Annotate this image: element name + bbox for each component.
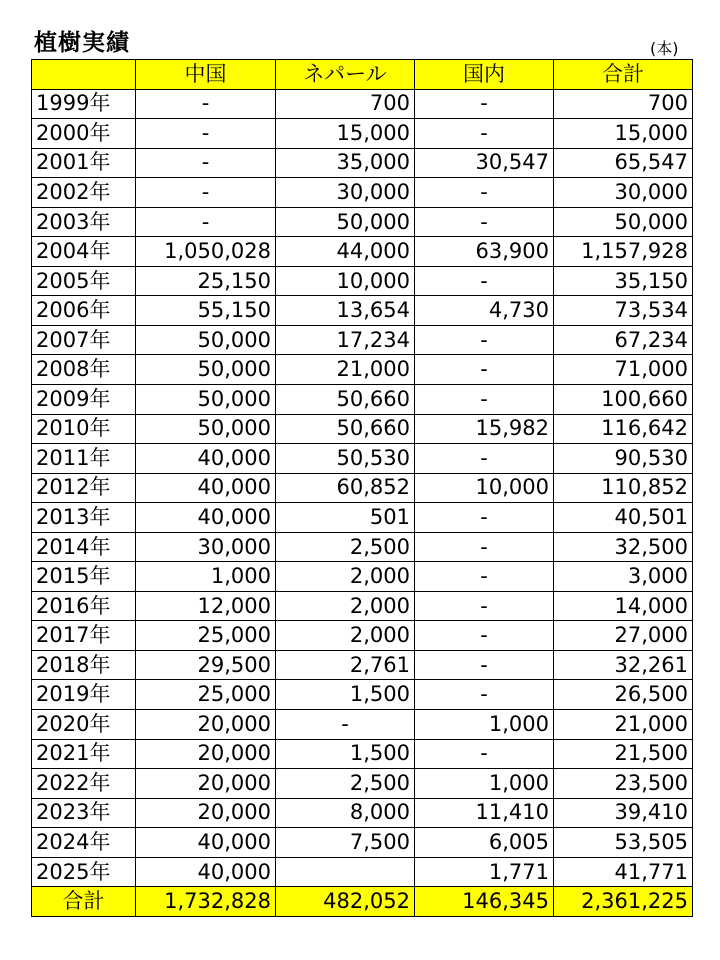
cell-nepal: 2,000 — [276, 621, 415, 651]
cell-year: 2013年 — [32, 503, 136, 533]
table-row — [32, 444, 693, 474]
table-row — [32, 680, 693, 710]
cell-nepal: 2,000 — [276, 591, 415, 621]
cell-domestic: - — [415, 532, 554, 562]
table-row — [32, 650, 693, 680]
cell-china: - — [136, 178, 276, 208]
cell-china: 20,000 — [136, 769, 276, 799]
cell-total: 35,150 — [554, 266, 693, 296]
cell-domestic: - — [415, 650, 554, 680]
cell-year: 2006年 — [32, 296, 136, 326]
cell-nepal: 1,500 — [276, 739, 415, 769]
column-header-china: 中国 — [136, 60, 276, 90]
table-row — [32, 148, 693, 178]
cell-china: 25,150 — [136, 266, 276, 296]
table-row — [32, 828, 693, 858]
cell-domestic: 11,410 — [415, 798, 554, 828]
cell-total: 53,505 — [554, 828, 693, 858]
cell-total: 30,000 — [554, 178, 693, 208]
table-row — [32, 266, 693, 296]
cell-domestic: - — [415, 562, 554, 592]
column-header-domestic: 国内 — [415, 60, 554, 90]
cell-china: 12,000 — [136, 591, 276, 621]
cell-nepal: 13,654 — [276, 296, 415, 326]
total-domestic: 146,345 — [415, 887, 554, 917]
cell-year: 2008年 — [32, 355, 136, 385]
cell-nepal: 44,000 — [276, 237, 415, 267]
cell-year: 2007年 — [32, 325, 136, 355]
table-row — [32, 739, 693, 769]
cell-domestic: 1,000 — [415, 769, 554, 799]
cell-china: 40,000 — [136, 444, 276, 474]
total-nepal: 482,052 — [276, 887, 415, 917]
cell-total: 39,410 — [554, 798, 693, 828]
cell-china: 40,000 — [136, 857, 276, 887]
cell-year: 2015年 — [32, 562, 136, 592]
cell-china: 40,000 — [136, 828, 276, 858]
cell-year: 2019年 — [32, 680, 136, 710]
table-row — [32, 503, 693, 533]
cell-domestic: - — [415, 355, 554, 385]
cell-nepal: 700 — [276, 89, 415, 119]
table-row — [32, 473, 693, 503]
cell-domestic: - — [415, 444, 554, 474]
cell-china: 20,000 — [136, 739, 276, 769]
cell-domestic: 4,730 — [415, 296, 554, 326]
table-row — [32, 237, 693, 267]
table-row — [32, 857, 693, 887]
cell-domestic: 63,900 — [415, 237, 554, 267]
cell-domestic: 30,547 — [415, 148, 554, 178]
cell-year: 2017年 — [32, 621, 136, 651]
table-row — [32, 296, 693, 326]
cell-domestic: - — [415, 739, 554, 769]
header-row — [32, 60, 693, 90]
table-row — [32, 207, 693, 237]
cell-total: 21,500 — [554, 739, 693, 769]
cell-total: 90,530 — [554, 444, 693, 474]
cell-total: 27,000 — [554, 621, 693, 651]
table-row — [32, 414, 693, 444]
cell-nepal: 2,500 — [276, 769, 415, 799]
cell-china: - — [136, 148, 276, 178]
cell-nepal: 50,530 — [276, 444, 415, 474]
cell-year: 2016年 — [32, 591, 136, 621]
cell-year: 2001年 — [32, 148, 136, 178]
cell-nepal — [276, 857, 415, 887]
cell-total: 1,157,928 — [554, 237, 693, 267]
cell-nepal: 60,852 — [276, 473, 415, 503]
cell-china: 55,150 — [136, 296, 276, 326]
cell-nepal: 2,000 — [276, 562, 415, 592]
cell-year: 2018年 — [32, 650, 136, 680]
cell-domestic: - — [415, 207, 554, 237]
cell-nepal: 501 — [276, 503, 415, 533]
table-row — [32, 710, 693, 740]
table-row — [32, 532, 693, 562]
cell-year: 2004年 — [32, 237, 136, 267]
cell-total: 26,500 — [554, 680, 693, 710]
cell-nepal: 30,000 — [276, 178, 415, 208]
cell-year: 2025年 — [32, 857, 136, 887]
cell-year: 2002年 — [32, 178, 136, 208]
cell-year: 2000年 — [32, 119, 136, 149]
table-row — [32, 798, 693, 828]
cell-china: 50,000 — [136, 325, 276, 355]
cell-total: 3,000 — [554, 562, 693, 592]
table-row — [32, 621, 693, 651]
table-row — [32, 325, 693, 355]
cell-domestic: - — [415, 680, 554, 710]
cell-year: 2010年 — [32, 414, 136, 444]
cell-year: 2003年 — [32, 207, 136, 237]
cell-china: 40,000 — [136, 503, 276, 533]
cell-total: 14,000 — [554, 591, 693, 621]
cell-nepal: 7,500 — [276, 828, 415, 858]
cell-year: 2005年 — [32, 266, 136, 296]
cell-year: 2009年 — [32, 385, 136, 415]
cell-year: 1999年 — [32, 89, 136, 119]
cell-year: 2020年 — [32, 710, 136, 740]
cell-year: 2012年 — [32, 473, 136, 503]
cell-year: 2024年 — [32, 828, 136, 858]
cell-total: 100,660 — [554, 385, 693, 415]
cell-china: 20,000 — [136, 798, 276, 828]
cell-year: 2021年 — [32, 739, 136, 769]
cell-nepal: 2,500 — [276, 532, 415, 562]
cell-china: 29,500 — [136, 650, 276, 680]
cell-china: 50,000 — [136, 385, 276, 415]
cell-china: 20,000 — [136, 710, 276, 740]
cell-total: 110,852 — [554, 473, 693, 503]
cell-nepal: 50,660 — [276, 414, 415, 444]
table-row — [32, 119, 693, 149]
cell-nepal: 50,000 — [276, 207, 415, 237]
cell-nepal: 10,000 — [276, 266, 415, 296]
cell-year: 2023年 — [32, 798, 136, 828]
cell-domestic: - — [415, 621, 554, 651]
cell-china: 40,000 — [136, 473, 276, 503]
cell-china: - — [136, 119, 276, 149]
cell-total: 40,501 — [554, 503, 693, 533]
cell-nepal: 50,660 — [276, 385, 415, 415]
cell-total: 32,261 — [554, 650, 693, 680]
cell-year: 2011年 — [32, 444, 136, 474]
cell-domestic: - — [415, 89, 554, 119]
column-header-year — [32, 60, 136, 90]
cell-domestic: - — [415, 266, 554, 296]
unit-label: (本) — [650, 39, 679, 58]
table-row — [32, 385, 693, 415]
page-title: 植樹実績 — [34, 30, 130, 56]
cell-nepal: 2,761 — [276, 650, 415, 680]
cell-total: 50,000 — [554, 207, 693, 237]
total-year: 合計 — [32, 887, 136, 917]
cell-total: 65,547 — [554, 148, 693, 178]
cell-domestic: - — [415, 325, 554, 355]
cell-china: 1,000 — [136, 562, 276, 592]
total-row — [32, 887, 693, 917]
cell-total: 71,000 — [554, 355, 693, 385]
cell-domestic: - — [415, 591, 554, 621]
cell-domestic: - — [415, 178, 554, 208]
column-header-total: 合計 — [554, 60, 693, 90]
cell-domestic: 1,000 — [415, 710, 554, 740]
cell-nepal: - — [276, 710, 415, 740]
cell-china: 30,000 — [136, 532, 276, 562]
total-china: 1,732,828 — [136, 887, 276, 917]
cell-china: 25,000 — [136, 621, 276, 651]
cell-domestic: - — [415, 503, 554, 533]
cell-total: 41,771 — [554, 857, 693, 887]
table-row — [32, 769, 693, 799]
cell-year: 2022年 — [32, 769, 136, 799]
cell-total: 15,000 — [554, 119, 693, 149]
cell-total: 67,234 — [554, 325, 693, 355]
cell-china: - — [136, 207, 276, 237]
cell-china: 25,000 — [136, 680, 276, 710]
cell-total: 700 — [554, 89, 693, 119]
cell-china: 1,050,028 — [136, 237, 276, 267]
cell-domestic: - — [415, 385, 554, 415]
table-row — [32, 355, 693, 385]
cell-year: 2014年 — [32, 532, 136, 562]
cell-nepal: 17,234 — [276, 325, 415, 355]
cell-total: 23,500 — [554, 769, 693, 799]
cell-nepal: 1,500 — [276, 680, 415, 710]
cell-nepal: 8,000 — [276, 798, 415, 828]
cell-total: 32,500 — [554, 532, 693, 562]
cell-total: 73,534 — [554, 296, 693, 326]
planting-table — [31, 59, 693, 917]
cell-nepal: 15,000 — [276, 119, 415, 149]
cell-domestic: 10,000 — [415, 473, 554, 503]
table-row — [32, 178, 693, 208]
cell-domestic: 15,982 — [415, 414, 554, 444]
cell-total: 21,000 — [554, 710, 693, 740]
total-total: 2,361,225 — [554, 887, 693, 917]
table-row — [32, 89, 693, 119]
table-row — [32, 562, 693, 592]
cell-nepal: 35,000 — [276, 148, 415, 178]
cell-china: - — [136, 89, 276, 119]
cell-china: 50,000 — [136, 414, 276, 444]
cell-nepal: 21,000 — [276, 355, 415, 385]
cell-domestic: 6,005 — [415, 828, 554, 858]
column-header-nepal: ネパール — [276, 60, 415, 90]
table-row — [32, 591, 693, 621]
cell-domestic: 1,771 — [415, 857, 554, 887]
cell-china: 50,000 — [136, 355, 276, 385]
cell-total: 116,642 — [554, 414, 693, 444]
cell-domestic: - — [415, 119, 554, 149]
